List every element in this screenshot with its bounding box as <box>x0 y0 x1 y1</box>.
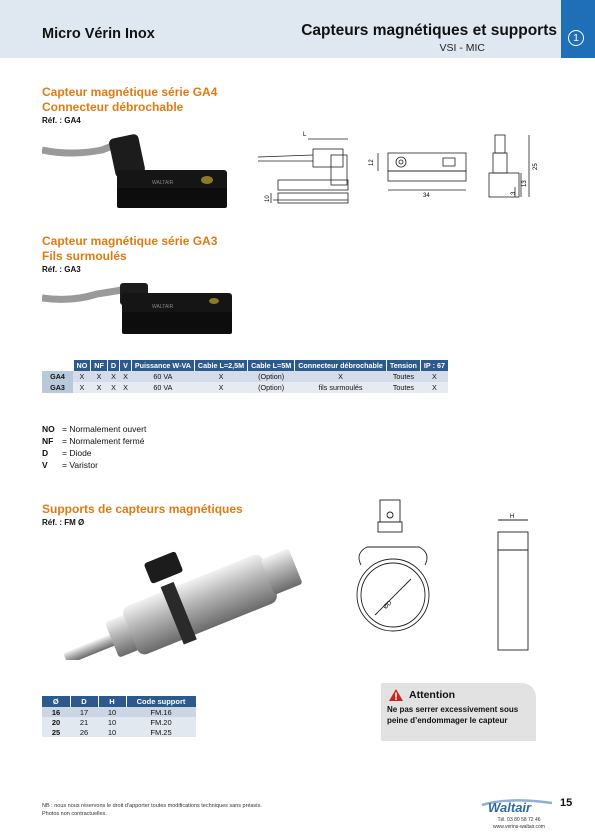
dim-l: L <box>303 132 307 138</box>
support-front-drawing <box>345 495 455 655</box>
dim-12: 12 <box>369 159 375 166</box>
dim-h: H <box>510 514 515 520</box>
ga3-title-line2: Fils surmoulés <box>42 249 127 263</box>
phone: Tél. 03 80 58 72 46 <box>497 817 541 823</box>
attention-box <box>381 683 536 741</box>
abbreviation-legend <box>42 423 146 471</box>
header-right-title: Capteurs magnétiques et supports <box>301 22 557 39</box>
support-table <box>42 696 197 737</box>
ga4-title-line1: Capteur magnétique série GA4 <box>42 85 218 99</box>
col-d: D <box>107 360 119 371</box>
col-tension: Tension <box>386 360 420 371</box>
ga4-title <box>42 85 217 115</box>
col-v: V <box>120 360 132 371</box>
support-side-drawing <box>490 510 540 655</box>
col-ip: IP : 67 <box>420 360 448 371</box>
dim-3: 3 <box>511 191 517 195</box>
waltair-logo <box>478 795 554 817</box>
ga4-ref: Réf. : GA4 <box>42 116 81 125</box>
col-nf: NF <box>91 360 108 371</box>
spec-table <box>42 360 449 393</box>
warning-icon <box>389 689 403 701</box>
cylinder-photo <box>42 530 322 660</box>
svg-text:WALTAIR: WALTAIR <box>152 180 174 186</box>
table-row: 16 17 10 FM.16 <box>42 707 196 717</box>
legend-item: NO = Normalement ouvert <box>42 424 147 434</box>
support-header-row: Ø D H Code support <box>42 696 196 707</box>
ga3-title <box>42 234 217 264</box>
dim-phi: ØD <box>382 600 394 611</box>
dim-10: 10 <box>265 195 271 202</box>
supports-ref: Réf. : FM Ø <box>42 518 85 527</box>
ga4-title-line2: Connecteur débrochable <box>42 100 184 114</box>
spec-header-row <box>42 360 448 371</box>
dim-25: 25 <box>533 163 539 170</box>
dim-13: 13 <box>522 180 528 187</box>
table-row: 25 26 10 FM.25 <box>42 727 196 737</box>
col-puissance: Puissance W-VA <box>131 360 194 371</box>
footnote: NB : nous nous réservons le droit d’apporter toutes modifications techniques sans préavis. Photos non contractuelles. <box>42 803 262 817</box>
col-no: NO <box>73 360 91 371</box>
logo-text: Waltair <box>488 800 532 815</box>
ga3-sensor-photo <box>42 278 232 346</box>
header-left-title: Micro Vérin Inox <box>42 26 155 42</box>
page-number: 15 <box>560 797 573 809</box>
supports-title: Supports de capteurs magnétiques <box>42 502 243 516</box>
table-row: GA3 X X X X 60 VA X (Option) fils surmoulés Toutes X <box>42 382 448 393</box>
page-header <box>0 0 595 58</box>
legend-item: D = Diode <box>42 448 92 458</box>
col-cable-25: Cable L=2,5M <box>194 360 247 371</box>
chapter-tab <box>561 0 595 58</box>
table-row: GA4 X X X X 60 VA X (Option) X Toutes X <box>42 371 448 382</box>
attention-body: Ne pas serrer excessivement sous peine d’endommager le capteur <box>387 705 519 725</box>
col-cable-5: Cable L=5M <box>248 360 295 371</box>
website: www.verins-waltair.com <box>493 824 545 830</box>
ga3-title-line1: Capteur magnétique série GA3 <box>42 234 218 248</box>
chapter-number: 1 <box>568 30 584 46</box>
table-row: 20 21 10 FM.20 <box>42 717 196 727</box>
header-subtitle: VSI - MIC <box>439 42 485 54</box>
ga3-ref: Réf. : GA3 <box>42 265 81 274</box>
contact-info <box>493 817 545 831</box>
col-connecteur: Connecteur débrochable <box>295 360 387 371</box>
ga4-dimension-drawing <box>253 125 543 230</box>
attention-title: Attention <box>409 689 456 701</box>
svg-text:WALTAIR: WALTAIR <box>152 304 174 310</box>
ga4-sensor-photo <box>42 128 232 220</box>
dim-34: 34 <box>423 193 430 199</box>
legend-item: NF = Normalement fermé <box>42 436 145 446</box>
legend-item: V = Varistor <box>42 460 98 470</box>
